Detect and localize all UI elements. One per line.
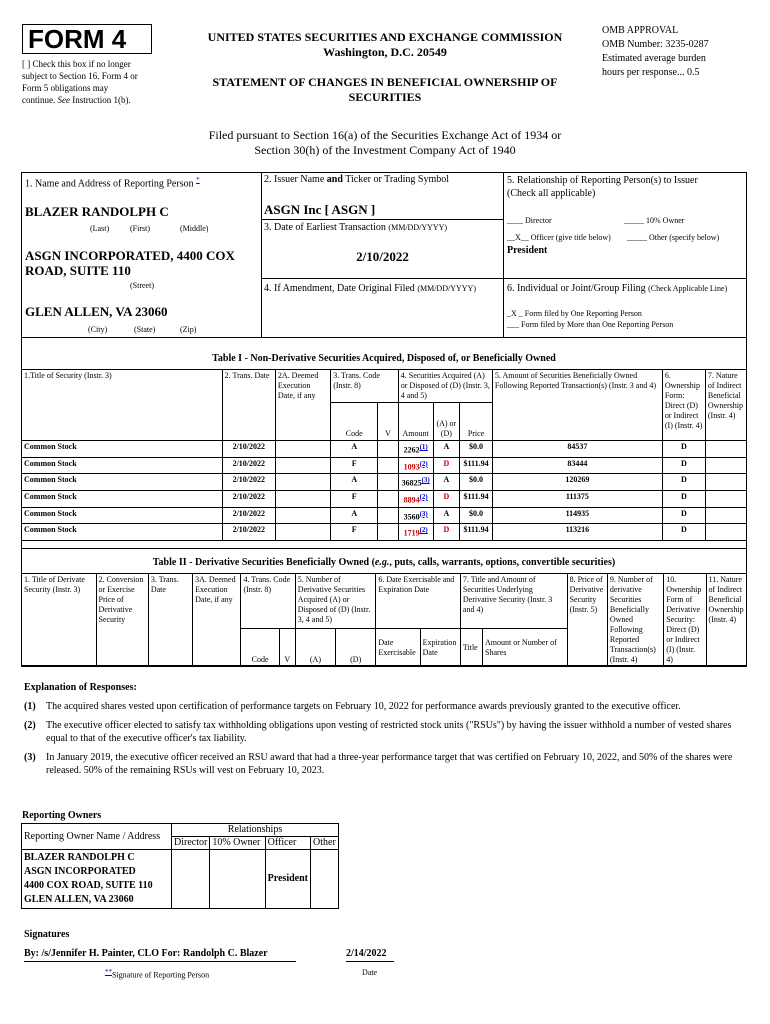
amount-value: 1719 [403,528,420,538]
t1-cell-v [378,441,398,458]
t1-cell-form: D [662,507,705,524]
box4-label: 4. If Amendment, Date Original Filed (MM/DD/YYYY) [264,283,476,294]
explanation-number: (1) [24,701,36,712]
t2-sub-exp: Expiration Date [420,629,460,667]
t1-cell-form: D [662,441,705,458]
issuer-value: ASGN Inc [ ASGN ] [264,202,376,217]
t1-cell-price: $111.94 [460,490,493,507]
t1-h-title: 1.Title of Security (Instr. 3) [22,370,223,441]
t1-cell-amount [398,457,433,474]
t1-cell-owned: 83444 [492,457,662,474]
explanation-heading: Explanation of Responses: [24,682,137,693]
t1-cell-amount [398,490,433,507]
t1-cell-deemed [275,524,330,541]
explanation-item [24,700,744,713]
t1-cell-deemed [275,507,330,524]
owner-officer-cell: President [265,850,310,909]
t1-cell-code: F [331,490,378,507]
zip-label: (Zip) [180,325,197,334]
t1-cell-price: $0.0 [460,441,493,458]
footnote-link[interactable]: (2) [419,459,428,468]
owner-director-cell [172,850,210,909]
t1-cell-date: 2/10/2022 [222,490,275,507]
table1-row [22,474,747,491]
t1-cell-owned: 84537 [492,441,662,458]
t1-cell-amount [398,441,433,458]
t1-cell-title: Common Stock [22,457,223,474]
t1-cell-v [378,490,398,507]
omb-burden: Estimated average burden [602,53,706,64]
table2-title: Table II - Derivative Securities Beneficially Owned (e.g., puts, calls, warrants, options, convertible securities) [152,557,616,568]
t2-sub-a: (A) [295,629,335,667]
amount-value: 2262 [403,445,420,455]
t1-cell-ad: D [433,457,460,474]
earliest-date-value: 2/10/2022 [356,249,409,264]
box3-label: 3. Date of Earliest Transaction (MM/DD/YYYY) [264,222,448,233]
box6-label: 6. Individual or Joint/Group Filing (Check Applicable Line) [507,283,728,294]
signature-date: 2/14/2022 [346,948,394,962]
owners-col-officer: Officer [265,837,310,850]
table1-row [22,457,747,474]
table2 [21,573,747,667]
t1-cell-nature [705,507,746,524]
t1-cell-title: Common Stock [22,507,223,524]
t1-cell-title: Common Stock [22,524,223,541]
checkbox-line-1[interactable]: [ ] Check this box if no longer [22,59,131,69]
t2-h-nature: 11. Nature of Indirect Beneficial Ownership (Instr. 4) [706,574,746,667]
t1-cell-price: $0.0 [460,474,493,491]
first-label: (First) [130,224,150,233]
statement-line-2: SECURITIES [348,90,422,104]
table1-body [22,441,747,541]
t2-sub-amount: Amount or Number of Shares [483,629,568,667]
t2-h-underlying: 7. Title and Amount of Securities Underlying Derivative Security (Instr. 3 and 4) [460,574,567,629]
t2-h-exercisable: 6. Date Exercisable and Expiration Date [376,574,461,629]
table1-row [22,490,747,507]
footnote-link[interactable]: (2) [419,526,428,535]
t1-h-deemed: 2A. Deemed Execution Date, if any [275,370,330,441]
more-persons-option[interactable]: ___ Form filed by More than One Reporting Person [507,320,674,329]
table1-row [22,507,747,524]
t1-cell-price: $0.0 [460,507,493,524]
owners-col-director: Director [172,837,210,850]
table1-row [22,524,747,541]
explanation-item [24,751,744,777]
t1-cell-owned: 111375 [492,490,662,507]
t2-sub-date-ex: Date Exercisable [376,629,420,667]
city-value: GLEN ALLEN, VA 23060 [25,304,168,319]
one-person-option[interactable]: _X _ Form filed by One Reporting Person [507,309,642,318]
t2-h-deemed: 3A. Deemed Execution Date, if any [193,574,241,667]
t1-cell-date: 2/10/2022 [222,441,275,458]
agency-block [175,30,595,60]
officer-option[interactable]: __X__ Officer (give title below) [507,233,611,242]
form-title-box [22,24,152,54]
street-label: (Street) [130,281,154,290]
table1 [21,369,747,541]
owner-address-cell: BLAZER RANDOLPH C ASGN INCORPORATED 4400 COX ROAD, SUITE 110 GLEN ALLEN, VA 23060 [22,850,172,909]
date-label: Date [362,968,378,977]
footnote-link[interactable]: (3) [419,509,428,518]
t1-cell-date: 2/10/2022 [222,524,275,541]
t1-cell-form: D [662,490,705,507]
t1-cell-price: $111.94 [460,524,493,541]
t1-sub-code: Code [331,403,378,441]
t2-h-number: 5. Number of Derivative Securities Acquired (A) or Disposed of (D) (Instr. 3, 4 and 5) [295,574,376,629]
signature-footnote-link[interactable]: ** [105,968,112,976]
t1-cell-v [378,457,398,474]
t1-cell-owned: 120269 [492,474,662,491]
amount-value: 36825 [401,478,422,488]
t1-cell-deemed [275,457,330,474]
t1-cell-deemed [275,474,330,491]
form-title: FORM 4 [28,24,127,54]
t1-cell-nature [705,490,746,507]
owners-col-ten-pct: 10% Owner [210,837,265,850]
box5-label: 5. Relationship of Reporting Person(s) to Issuer (Check all applicable) [507,175,698,199]
omb-block [602,24,762,80]
middle-label: (Middle) [180,224,209,233]
t1-cell-code: F [331,457,378,474]
t1-cell-ad: A [433,441,460,458]
box1-footnote-link[interactable]: * [196,176,200,184]
t1-cell-owned: 114935 [492,507,662,524]
t1-cell-v [378,474,398,491]
t1-cell-form: D [662,457,705,474]
t1-cell-nature [705,457,746,474]
t1-cell-v [378,507,398,524]
t1-cell-date: 2/10/2022 [222,507,275,524]
filed-pursuant [120,128,650,158]
t1-h-code: 3. Trans. Code (Instr. 8) [331,370,399,403]
owner-other-cell [311,850,339,909]
owners-table [21,823,339,909]
t1-cell-form: D [662,524,705,541]
t1-h-form: 6. Ownership Form: Direct (D) or Indirect (I) (Instr. 4) [662,370,705,441]
t1-cell-amount [398,524,433,541]
t1-cell-ad: D [433,490,460,507]
t1-cell-owned: 113216 [492,524,662,541]
agency-name: UNITED STATES SECURITIES AND EXCHANGE COMMISSION [207,30,563,44]
checkbox-note [22,58,172,106]
agency-address: Washington, D.C. 20549 [323,45,447,59]
t1-cell-ad: A [433,507,460,524]
t1-cell-nature [705,441,746,458]
t1-cell-title: Common Stock [22,474,223,491]
footnote-link[interactable]: (2) [419,492,428,501]
t2-h-code: 4. Trans. Code (Instr. 8) [241,574,295,629]
t1-sub-ad: (A) or (D) [433,403,460,441]
explanation-number: (3) [24,752,36,763]
t1-cell-deemed [275,441,330,458]
footnote-link[interactable]: (1) [419,443,428,451]
t2-h-title: 1. Title of Derivate Security (Instr. 3) [22,574,97,667]
table1-row [22,441,747,458]
t1-cell-code: F [331,524,378,541]
t2-sub-v: V [279,629,295,667]
t1-cell-v [378,524,398,541]
t1-cell-ad: A [433,474,460,491]
t2-h-date: 3. Trans. Date [148,574,192,667]
signature-label: **Signature of Reporting Person [105,968,210,980]
statement-line-1: STATEMENT OF CHANGES IN BENEFICIAL OWNERSHIP OF [212,75,558,89]
t2-h-conversion: 2. Conversion or Exercise Price of Derivative Security [96,574,148,667]
t1-cell-nature [705,474,746,491]
t2-sub-code: Code [241,629,279,667]
t1-cell-code: A [331,474,378,491]
state-label: (State) [134,325,156,334]
explanation-number: (2) [24,720,36,731]
amount-value: 1093 [403,462,420,472]
box2-label: 2. Issuer Name and Ticker or Trading Symbol [264,174,450,185]
t1-sub-amount: Amount [398,403,433,441]
t1-cell-title: Common Stock [22,490,223,507]
signatures-heading: Signatures [24,929,70,940]
filed-line-1: Filed pursuant to Section 16(a) of the Securities Exchange Act of 1934 or [208,128,562,142]
t1-cell-date: 2/10/2022 [222,474,275,491]
t1-cell-amount [398,507,433,524]
box1-label: 1. Name and Address of Reporting Person * [25,176,200,190]
table1-title: Table I - Non-Derivative Securities Acquired, Disposed of, or Beneficially Owned [212,353,556,364]
officer-title-value: President [507,245,548,256]
ten-pct-option[interactable]: _____ 10% Owner [624,216,685,225]
t2-h-price: 8. Price of Derivative Security (Instr. 5) [567,574,607,667]
t2-sub-title: Title [460,629,482,667]
footnote-link[interactable]: (3) [421,476,430,485]
filed-line-2: Section 30(h) of the Investment Company Act of 1940 [254,143,516,157]
checkbox-line-2: subject to Section 16. Form 4 or [22,71,138,81]
t1-cell-form: D [662,474,705,491]
t1-cell-deemed [275,490,330,507]
other-option[interactable]: _____ Other (specify below) [627,233,720,242]
omb-heading: OMB APPROVAL [602,25,679,36]
explanation-text: The acquired shares vested upon certification of performance targets on February 10, 2022 for performance awards previously granted to the executive officer. [46,701,681,712]
explanation-list [24,700,744,783]
explanation-text: In January 2019, the executive officer received an RSU award that had a three-year performance target that was certified on February 10, 2022, and 50% of the shares were released. 50% of the remaining RSUs will vest on February 10, 2023. [46,752,733,776]
owner-ten-pct-cell [210,850,265,909]
t1-cell-code: A [331,507,378,524]
t1-h-acquired: 4. Securities Acquired (A) or Disposed of (D) (Instr. 3, 4 and 5) [398,370,492,403]
t1-cell-nature [705,524,746,541]
owners-col-other: Other [311,837,339,850]
t1-cell-amount [398,474,433,491]
explanation-text: The executive officer elected to satisfy tax withholding obligations upon vesting of restricted stock units ("RSUs") by having the issuer withhold a number of vested shares equal to that of the executive officer's tax liability. [46,720,732,744]
owners-heading: Reporting Owners [22,810,102,821]
t1-h-owned: 5. Amount of Securities Beneficially Owned Following Reported Transaction(s) (Instr. 3 and 4) [492,370,662,441]
t2-h-form: 10. Ownership Form of Derivative Security: Direct (D) or Indirect (I) (Instr. 4) [664,574,706,667]
owners-col-name: Reporting Owner Name / Address [22,824,172,850]
t2-sub-d: (D) [336,629,376,667]
statement-title [175,75,595,105]
t1-cell-price: $111.94 [460,457,493,474]
city-label: (City) [88,325,108,334]
t1-sub-price: Price [460,403,493,441]
street-value: ASGN INCORPORATED, 4400 COX ROAD, SUITE 110 [25,248,235,278]
t1-cell-ad: D [433,524,460,541]
t1-cell-date: 2/10/2022 [222,457,275,474]
checkbox-line-4: continue. See Instruction 1(b). [22,95,131,105]
t1-sub-v: V [378,403,398,441]
director-option[interactable]: ____ Director [507,216,552,225]
explanation-item [24,719,744,745]
signature-by: By: /s/Jennifer H. Painter, CLO For: Randolph C. Blazer [24,948,296,962]
t2-h-number-owned: 9. Number of derivative Securities Beneficially Owned Following Reported Transaction(s) (Instr. 4) [607,574,663,667]
owners-relationships: Relationships [172,824,339,837]
t1-cell-code: A [331,441,378,458]
amount-value: 8894 [403,495,420,505]
omb-number: OMB Number: 3235-0287 [602,39,709,50]
reporting-person-name: BLAZER RANDOLPH C [25,204,169,219]
t1-h-nature: 7. Nature of Indirect Beneficial Ownership (Instr. 4) [705,370,746,441]
t1-cell-title: Common Stock [22,441,223,458]
amount-value: 3560 [403,512,420,522]
checkbox-line-3: Form 5 obligations may [22,83,109,93]
t1-h-date: 2. Trans. Date [222,370,275,441]
last-label: (Last) [90,224,110,233]
omb-hours: hours per response... 0.5 [602,67,700,78]
